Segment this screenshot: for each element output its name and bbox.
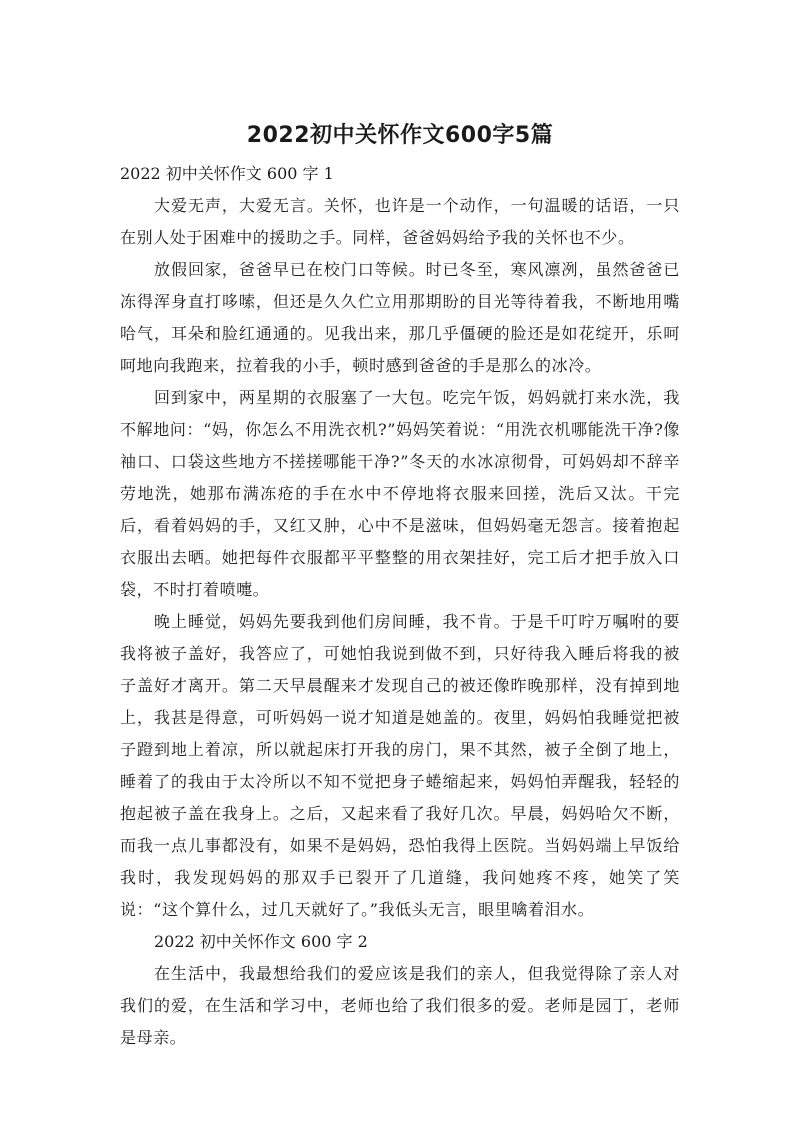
paragraph: 晚上睡觉，妈妈先要我到他们房间睡，我不肯。于是千叮咛万嘱咐的要我将被子盖好，我答应了，可她怕我说到做不到，只好待我入睡后将我的被子盖好才离开。第二天早晨醒来才发现自己的被还像昨晚那样，没有掉到地上，我甚是得意，可听妈妈一说才知道是她盖的。夜里，妈妈怕我睡觉把被子蹬到地上着凉，所以就起床打开我的房门，果不其然，被子全倒了地上，睡着了的我由于太冷所以不知不觉把身子蜷缩起来，妈妈怕弄醒我，轻轻的抱起被子盖在我身上。之后，又起来看了我好几次。早晨，妈妈哈欠不断，而我一点儿事都没有，如果不是妈妈，恐怕我得上医院。当妈妈端上早饭给我时，我发现妈妈的那双手已裂开了几道缝，我问她疼不疼，她笑了笑说：“这个算什么，过几天就好了。”我低头无言，眼里噙着泪水。 [120,612,680,919]
document-body [120,158,680,1054]
document-title: 2022初中关怀作文600字5篇 [246,123,554,148]
section-heading-1: 2022 初中关怀作文 600 字 1 [120,164,334,183]
paragraph: 回到家中，两星期的衣服塞了一大包。吃完午饭，妈妈就打来水洗，我不解地问：“妈，你怎么不用洗衣机?”妈妈笑着说：“用洗衣机哪能洗干净?像袖口、口袋这些地方不搓搓哪能干净?”冬天的水冰凉彻骨，可妈妈却不辞辛劳地洗，她那布满冻疮的手在水中不停地将衣服来回搓，洗后又汰。干完后，看着妈妈的手，又红又肿，心中不是滋味，但妈妈毫无怨言。接着抱起衣服出去晒。她把每件衣服都平平整整的用衣架挂好，完工后才把手放入口袋，不时打着喷嚏。 [120,388,680,599]
paragraph: 大爱无声，大爱无言。关怀，也许是一个动作，一句温暖的话语，一只在别人处于困难中的援助之手。同样，爸爸妈妈给予我的关怀也不少。 [120,196,680,247]
paragraph: 在生活中，我最想给我们的爱应该是我们的亲人，但我觉得除了亲人对我们的爱，在生活和学习中，老师也给了我们很多的爱。老师是园丁，老师是母亲。 [120,964,680,1047]
section-heading-2: 2022 初中关怀作文 600 字 2 [154,932,368,951]
paragraph: 放假回家，爸爸早已在校门口等候。时已冬至，寒风凛冽，虽然爸爸已冻得浑身直打哆嗦，但还是久久伫立用那期盼的目光等待着我，不断地用嘴哈气，耳朵和脸红通通的。见我出来，那几乎僵硬的脸还是如花绽开，乐呵呵地向我跑来，拉着我的小手，顿时感到爸爸的手是那么的冰冷。 [120,260,680,375]
